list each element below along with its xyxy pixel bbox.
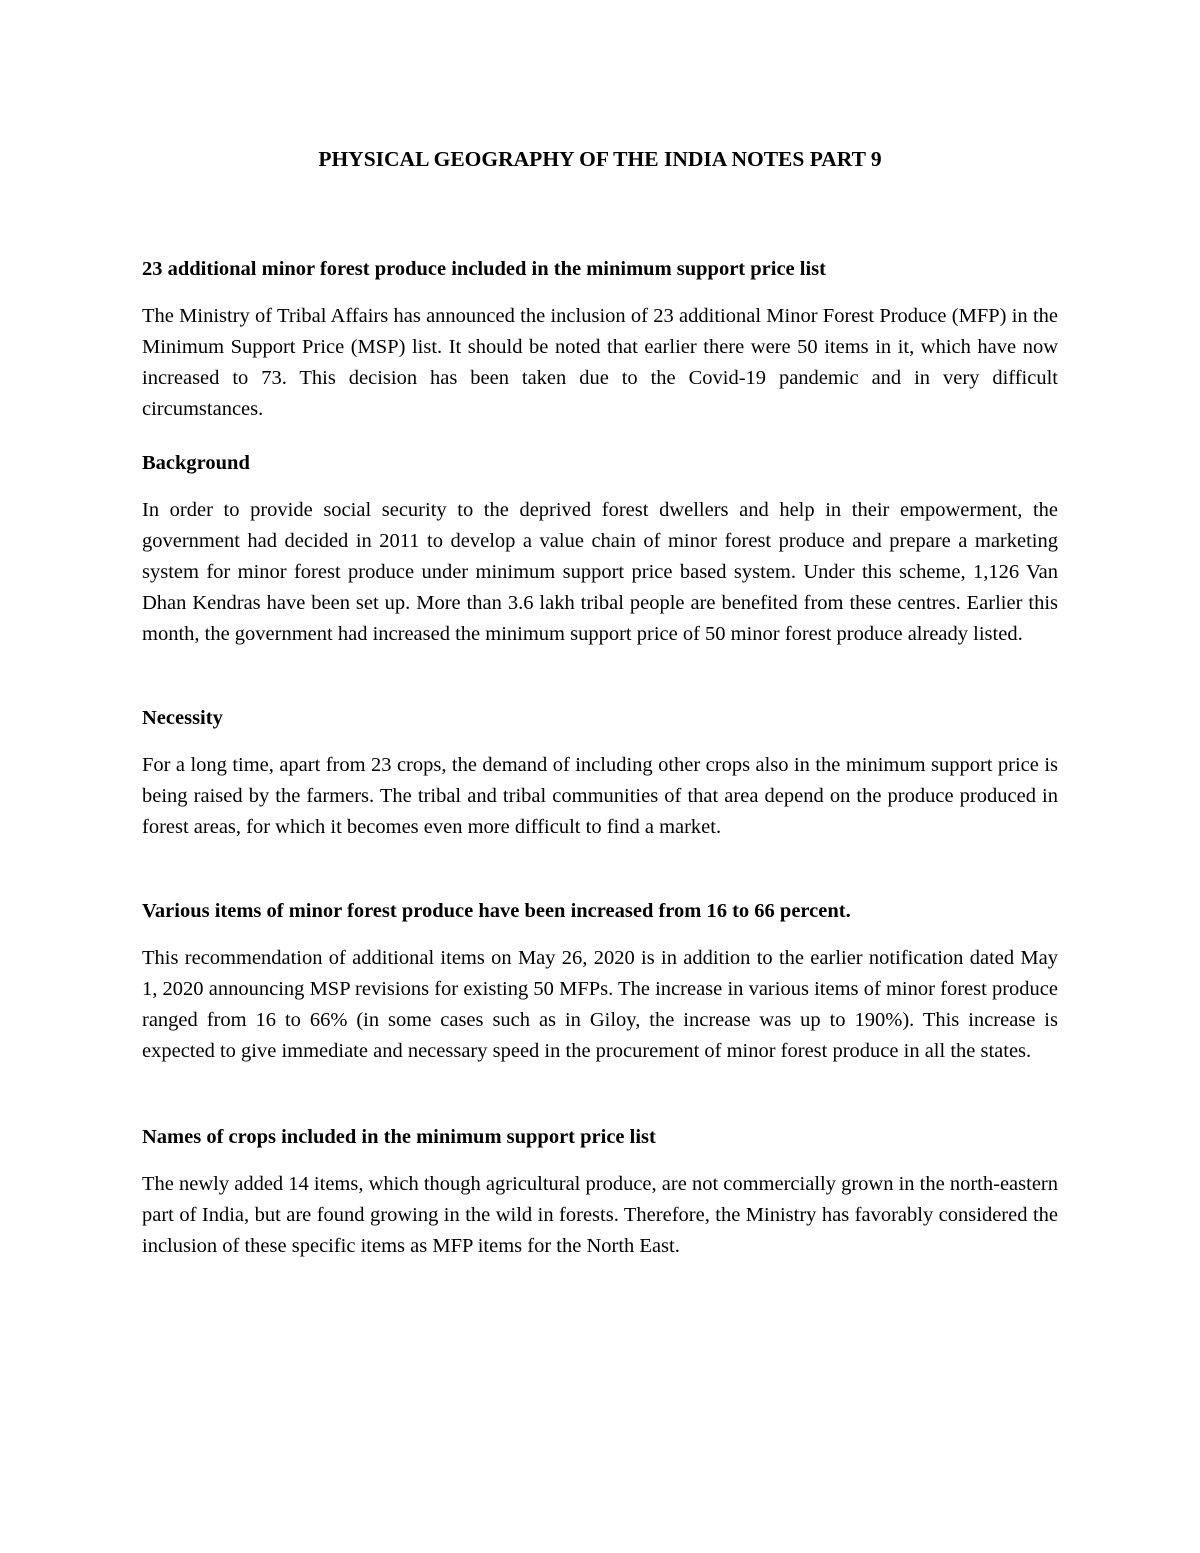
section-heading: Names of crops included in the minimum support price list [142,1126,656,1148]
section-crop-names [142,1123,1058,1262]
section-paragraph: This recommendation of additional items on May 26, 2020 is in addition to the earlier notification dated May 1, 2020 announcing MSP revisions for existing 50 MFPs. The increase in various items of minor forest produce ranged from 16 to 66% (in some cases such as in Giloy, the increase was up to 190%). This increase is expected to give immediate and necessary speed in the procurement of minor forest produce in all the states. [142,947,1058,1062]
section-paragraph: The Ministry of Tribal Affairs has announced the inclusion of 23 additional Minor Forest Produce (MFP) in the Minimum Support Price (MSP) list. It should be noted that earlier there were 50 items in it, which have now increased to 73. This decision has been taken due to the Covid-19 pandemic and in very difficult circumstances. [142,305,1058,420]
section-heading: Various items of minor forest produce have been increased from 16 to 66 percent. [142,900,851,922]
section-paragraph: For a long time, apart from 23 crops, the demand of including other crops also in the minimum support price is being raised by the farmers. The tribal and tribal communities of that area depend on the produce produced in forest areas, for which it becomes even more difficult to find a market. [142,754,1058,838]
section-paragraph: The newly added 14 items, which though agricultural produce, are not commercially grown in the north-eastern part of India, but are found growing in the wild in forests. Therefore, the Ministry has favorably considered the inclusion of these specific items as MFP items for the North East. [142,1173,1058,1257]
section-mfp-inclusion [142,255,1058,425]
section-heading: Necessity [142,707,223,729]
section-paragraph: In order to provide social security to the deprived forest dwellers and help in their empowerment, the government had decided in 2011 to develop a value chain of minor forest produce and prepare a marketing system for minor forest produce under minimum support price based system. Under this scheme, 1,126 Van Dhan Kendras have been set up. More than 3.6 lakh tribal people are benefited from these centres. Earlier this month, the government had increased the minimum support price of 50 minor forest produce already listed. [142,499,1058,645]
document-title: PHYSICAL GEOGRAPHY OF THE INDIA NOTES PART 9 [318,147,882,171]
section-price-increase [142,897,1058,1067]
section-background [142,449,1058,650]
section-heading: 23 additional minor forest produce included in the minimum support price list [142,258,826,280]
section-necessity [142,704,1058,843]
section-heading: Background [142,452,250,474]
